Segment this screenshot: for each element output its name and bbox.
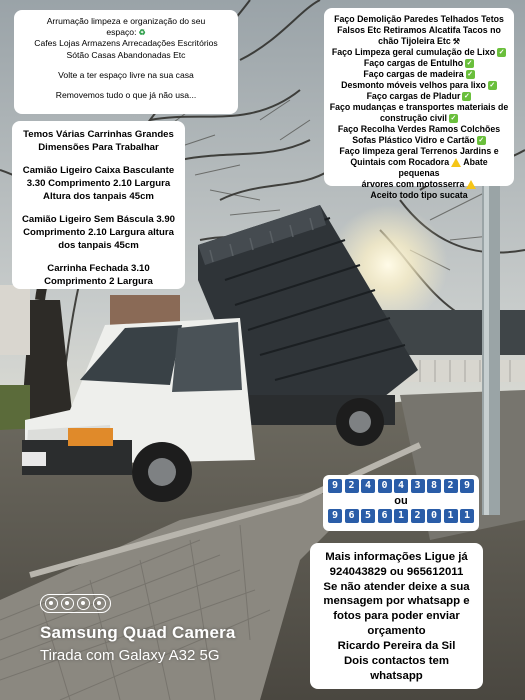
vehicles-line-9: Carrinha Fechada 3.10 (47, 263, 150, 275)
watermark-subtitle: Tirada com Galaxy A32 5G (40, 647, 220, 664)
contact-line-1: Mais informações Ligue já (325, 551, 468, 563)
digit: 6 (378, 509, 392, 523)
vehicles-line-5: Altura dos tanpais 45cm (43, 190, 154, 202)
vehicles-line-3: Camião Ligeiro Caixa Basculante (22, 165, 175, 177)
digit: 6 (345, 509, 359, 523)
services-line-4: Faço Limpeza geral cumulação de Lixo (331, 46, 496, 57)
contact-line-8: Dois contactos tem (343, 654, 450, 667)
tools-icon: ⚒ (452, 36, 460, 46)
services-line-2: Falsos Etc Retiramos Alcatifa Tacos no (337, 24, 501, 35)
check-icon: ✓ (498, 49, 505, 57)
check-icon: ✓ (466, 60, 473, 68)
warning-icon (466, 180, 476, 189)
phone-numbers-box (323, 475, 479, 531)
check-icon: ✓ (489, 82, 496, 90)
vehicles-box (12, 121, 185, 289)
services-line-3: chão Tijoleira Etc (378, 35, 451, 46)
services-line-15: árvores com motosserra (361, 178, 465, 189)
cleaning-line-3: Cafes Lojas Armazens Arrecadações Escritórios (34, 38, 218, 49)
vehicles-line-7: Comprimento 2.10 Largura altura (23, 226, 174, 238)
digit: 2 (444, 479, 458, 493)
services-line-14: Quintais com Rocadora (350, 156, 450, 167)
contact-line-6: orçamento (367, 625, 426, 638)
watermark-title: Samsung Quad Camera (40, 623, 236, 642)
cleaning-line-1: Arrumação limpeza e organização do seu (46, 16, 206, 26)
services-line-11: Faço Recolha Verdes Ramos Colchões (337, 123, 501, 134)
check-icon: ✓ (464, 93, 470, 101)
services-line-10: construção civil (380, 112, 447, 123)
phone-separator: ou (394, 495, 408, 507)
vehicles-line-1: Temos Várias Carrinhas Grandes (23, 129, 174, 140)
cleaning-line-2: espaço: (106, 27, 137, 38)
digit: 1 (444, 509, 458, 523)
warning-icon (451, 158, 461, 167)
contact-line-3: Se não atender deixe a sua (323, 580, 470, 593)
digit: 5 (361, 509, 375, 523)
cleaning-line-4: Sótão Casas Abandonadas Etc (66, 49, 186, 60)
digit: 2 (345, 479, 359, 493)
cleaning-line-5: Volte a ter espaço livre na sua casa (58, 69, 194, 80)
services-line-13: Faço limpeza geral Terrenos Jardins e (339, 145, 499, 156)
services-line-8: Faço cargas de Pladur (366, 90, 461, 101)
cleaning-line-6: Removemos tudo o que já não usa... (55, 89, 197, 100)
demolition-services-box (324, 8, 514, 200)
services-line-9: Faço mudanças e transportes materiais de (329, 101, 509, 112)
services-line-5: Faço cargas de Entulho (363, 57, 464, 68)
vehicles-line-4: 3.30 Comprimento 2.10 Largura (26, 177, 171, 189)
vehicles-line-2: Dimensões Para Trabalhar (38, 141, 159, 153)
services-line-7: Desmonto móveis velhos para lixo (341, 79, 486, 90)
contact-line-4: mensagem por whatsapp e (323, 595, 470, 608)
cleaning-services-box (14, 10, 238, 114)
check-icon: ✓ (467, 71, 474, 79)
camera-lenses-icon (40, 594, 111, 613)
camera-watermark (40, 594, 236, 664)
services-line-14b: Abate pequenas (398, 156, 488, 178)
recycle-icon: ♻ (138, 27, 146, 37)
digit: 4 (394, 479, 408, 493)
digit: 9 (460, 479, 474, 493)
contact-line-9: whatsapp (370, 669, 423, 682)
digit: 8 (427, 479, 441, 493)
services-line-1: Faço Demolição Paredes Telhados Tetos (334, 14, 504, 24)
vehicles-line-6: Camião Ligeiro Sem Báscula 3.90 (21, 214, 176, 226)
digit: 2 (411, 509, 425, 523)
services-line-6: Faço cargas de madeira (363, 68, 464, 79)
digit: 0 (427, 509, 441, 523)
digit: 4 (361, 479, 375, 493)
vehicles-line-10: Comprimento 2 Largura (44, 275, 153, 287)
digit: 9 (328, 509, 342, 523)
contact-line-2: 924043829 ou 965612011 (329, 565, 464, 578)
phone-number-1[interactable] (328, 479, 474, 493)
services-line-16: Aceito todo tipo sucata (370, 189, 468, 200)
digit: 1 (394, 509, 408, 523)
phone-number-2[interactable] (328, 509, 474, 523)
check-icon: ✓ (478, 137, 485, 144)
digit: 3 (411, 479, 425, 493)
contact-info-box (310, 543, 483, 689)
vehicles-line-8: dos tanpais 45cm (58, 239, 139, 251)
check-icon: ✓ (450, 115, 457, 123)
services-line-12: Sofas Plástico Vidro e Cartão (352, 134, 475, 145)
digit: 0 (378, 479, 392, 493)
digit: 1 (460, 509, 474, 523)
contact-line-7: Ricardo Pereira da Sil (337, 639, 456, 652)
contact-line-5: fotos para poder enviar (333, 610, 460, 623)
digit: 9 (328, 479, 342, 493)
